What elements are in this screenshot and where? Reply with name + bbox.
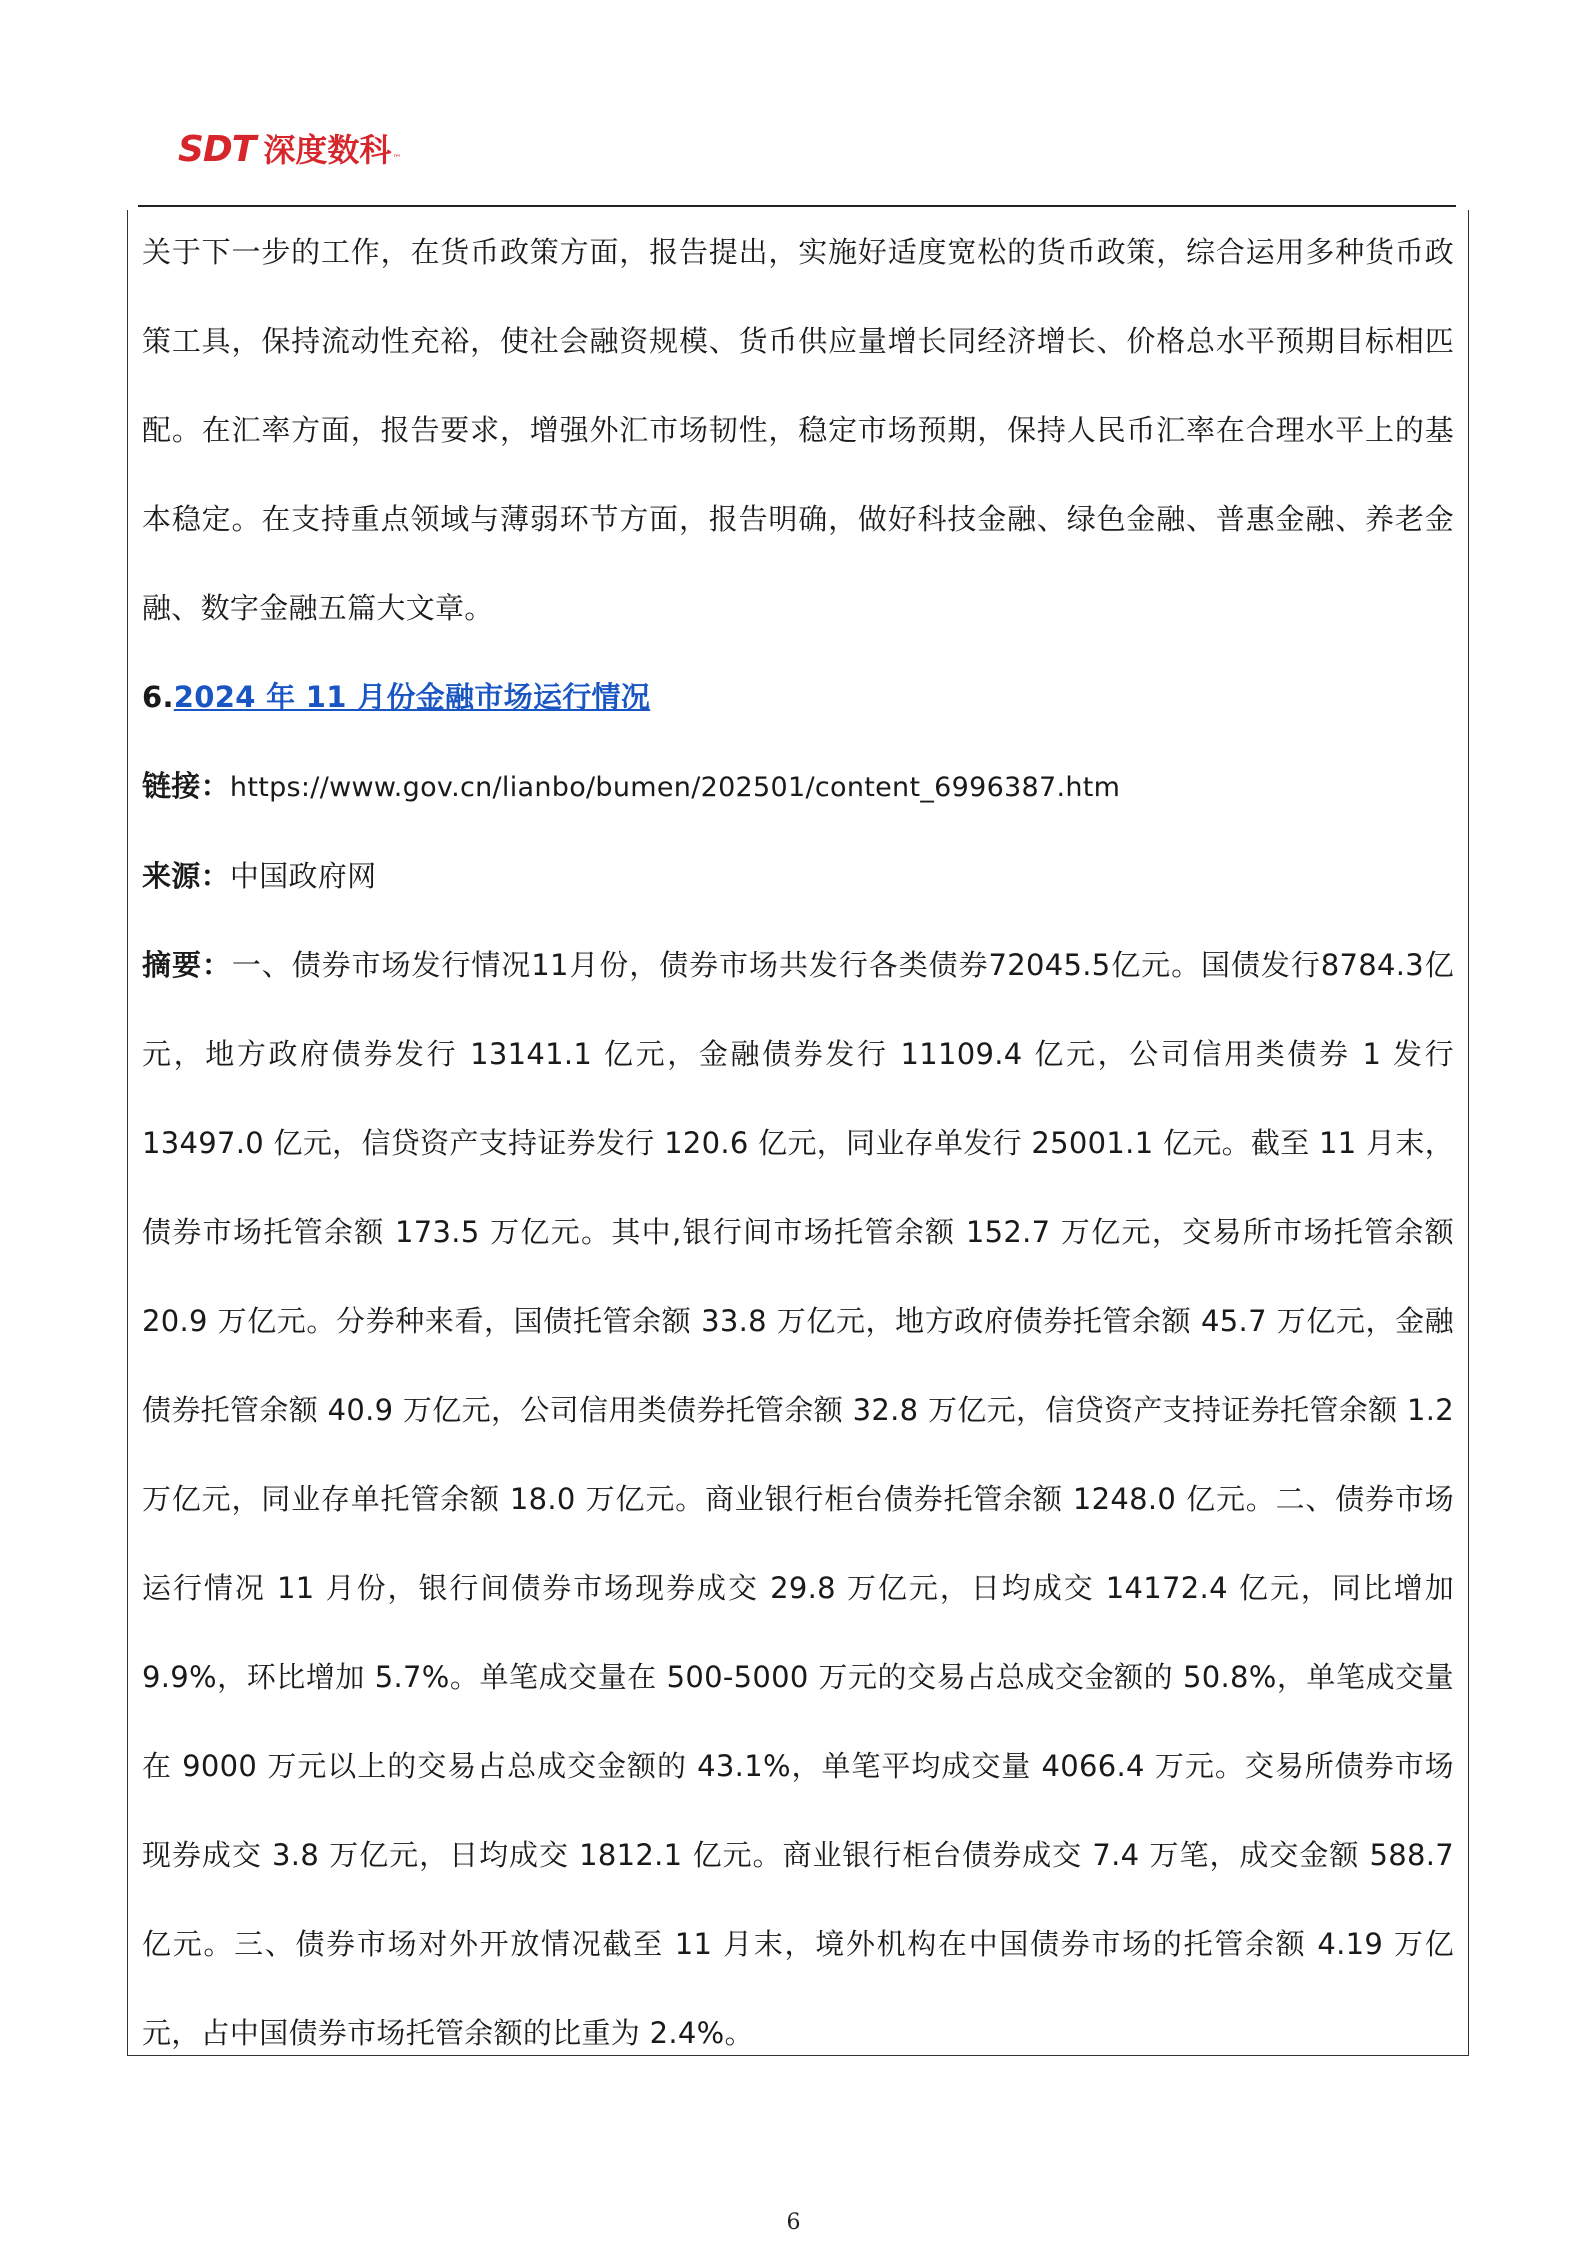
logo-trademark: ™ (392, 154, 402, 164)
summary-label: 摘要： (142, 948, 232, 982)
source-line (142, 832, 1454, 921)
logo-name: 深度数科 (263, 131, 392, 169)
link-line (142, 742, 1454, 832)
header-divider (138, 205, 1456, 207)
section-title-link[interactable]: 2024 年 11 月份金融市场运行情况 (173, 680, 651, 714)
page-number: 6 (786, 2210, 801, 2235)
source-value: 中国政府网 (229, 859, 377, 893)
logo-mark: SDT (178, 129, 256, 170)
link-url[interactable]: https://www.gov.cn/lianbo/bumen/202501/content_6996387.htm (229, 772, 1121, 803)
link-label: 链接： (142, 769, 230, 803)
source-label: 来源： (142, 859, 230, 893)
document-body (142, 208, 1454, 2078)
company-logo (178, 129, 402, 170)
summary-paragraph (142, 921, 1454, 2078)
summary-text: 一、债券市场发行情况11月份，债券市场共发行各类债券72045.5亿元。国债发行8784.3亿元，地方政府债券发行 13141.1 亿元，金融债券发行 11109.4 亿元，公司信用类债券 1 发行 13497.0 亿元，信贷资产支持证券发行 120.6 亿元，同业存单发行 25001.1 亿元。截至 11 月末，债券市场托管余额 173.5 万亿元。其中,银行间市场托管余额 152.7 万亿元，交易所市场托管余额 20.9 万亿元。分券种来看，国债托管余额 33.8 万亿元，地方政府债券托管余额 45.7 万亿元，金融债券托管余额 40.9 万亿元，公司信用类债券托管余额 32.8 万亿元，信贷资产支持证券托管余额 1.2 万亿元，同业存单托管余额 18.0 万亿元。商业银行柜台债券托管余额 1248.0 亿元。二、债券市场运行情况 11 月份，银行间债券市场现券成交 29.8 万亿元，日均成交 14172.4 亿元，同比增加 9.9%，环比增加 5.7%。单笔成交量在 500-5000 万元的交易占总成交金额的 50.8%，单笔成交量在 9000 万元以上的交易占总成交金额的 43.1%，单笔平均成交量 4066.4 万元。交易所债券市场现券成交 3.8 万亿元，日均成交 1812.1 亿元。商业银行柜台债券成交 7.4 万笔，成交金额 588.7 亿元。三、债券市场对外开放情况截至 11 月末，境外机构在中国债券市场的托管余额 4.19 万亿元，占中国债券市场托管余额的比重为 2.4%。 (142, 948, 1454, 2050)
section-number: 6. (142, 680, 174, 714)
intro-paragraph: 关于下一步的工作，在货币政策方面，报告提出，实施好适度宽松的货币政策，综合运用多种货币政策工具，保持流动性充裕，使社会融资规模、货币供应量增长同经济增长、价格总水平预期目标相匹配。在汇率方面，报告要求，增强外汇市场韧性，稳定市场预期，保持人民币汇率在合理水平上的基本稳定。在支持重点领域与薄弱环节方面，报告明确，做好科技金融、绿色金融、普惠金融、养老金融、数字金融五篇大文章。 (142, 235, 1454, 625)
section-heading (142, 653, 1454, 742)
